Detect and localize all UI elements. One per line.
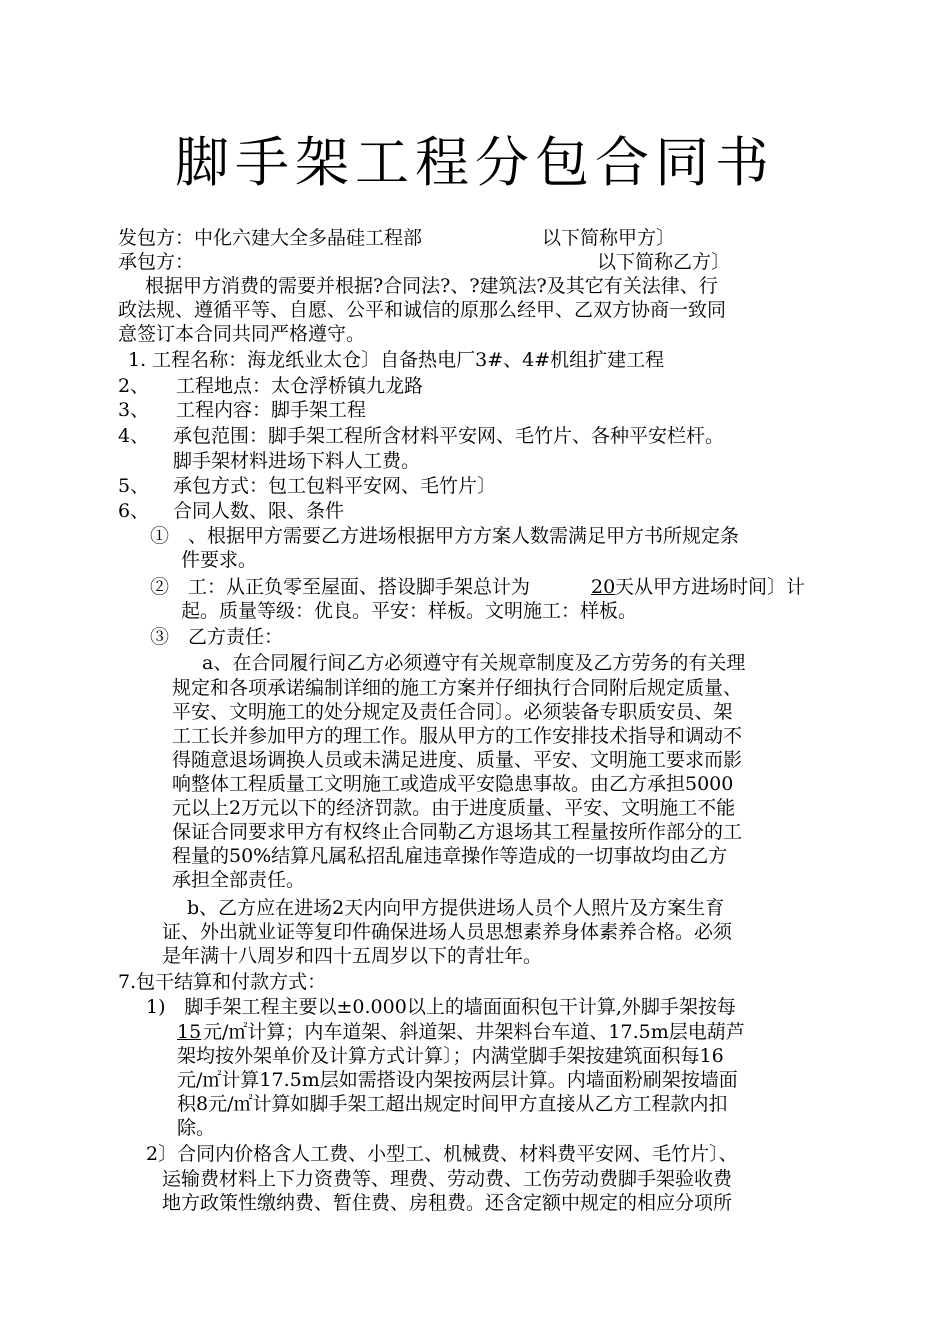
- text-line: 保证合同要求甲方有权终止合同勒乙方退场其工程量按所作部分的工: [172, 821, 743, 843]
- text-line: 合同人数、限、条件: [173, 500, 345, 522]
- text-line: 元/㎡计算；内车道架、斜道架、井架料台车道、17.5m层电葫芦: [203, 1021, 745, 1043]
- text-line: 2、: [118, 375, 150, 397]
- text-line: ② 工：从正负零至屋面、搭设脚手架总计为: [150, 576, 531, 598]
- text-line: 元以上2万元以下的经济罚款。由于进度质量、平安、文明施工不能: [172, 797, 736, 819]
- text-line: 以下简称乙方〕: [597, 251, 731, 273]
- text-line: 5、: [118, 475, 150, 497]
- text-line: 件要求。: [181, 549, 258, 571]
- text-line: 证、外出就业证等复印件确保进场人员思想素养身体素养合格。必须: [162, 921, 733, 943]
- text-line: 是年满十八周岁和四十五周岁以下的青壮年。: [162, 945, 543, 967]
- text-line: 工工长并参加甲方的理工作。服从甲方的工作安排技术指导和调动不: [172, 725, 743, 747]
- document-title: 脚手架工程分包合同书: [175, 131, 775, 194]
- text-line: 运输费材料上下力资费等、理费、劳动费、工伤劳动费脚手架验收费: [162, 1168, 733, 1190]
- text-line: 根据甲方消费的需要并根据?合同法?、?建筑法?及其它有关法律、行: [145, 275, 718, 297]
- text-line: ③ 乙方责任：: [150, 626, 284, 648]
- text-line: 1) 脚手架工程主要以±0.000以上的墙面面积包干计算,外脚手架按每: [146, 996, 736, 1018]
- text-line: 意签订本合同共同严格遵守。: [118, 323, 366, 345]
- text-line: 承包方式：包工包料平安网、毛竹片〕: [173, 475, 497, 497]
- text-line: 20: [591, 576, 616, 598]
- text-line: 4、: [118, 425, 150, 447]
- text-line: 起。质量等级：优良。平安：样板。文明施工：样板。: [181, 600, 638, 622]
- text-line: 规定和各项承诺编制详细的施工方案并仔细执行合同附后规定质量、: [172, 677, 743, 699]
- text-line: 脚手架材料进场下料人工费。: [173, 450, 421, 472]
- text-line: 架均按外架单价及计算方式计算〕；内满堂脚手架按建筑面积每16: [177, 1045, 724, 1067]
- text-line: 积8元/㎡计算如脚手架工超出规定时间甲方直接从乙方工程款内扣: [177, 1093, 728, 1115]
- text-line: 天从甲方进场时间〕计: [615, 576, 806, 598]
- text-line: 6、: [118, 500, 150, 522]
- text-line: 政法规、遵循平等、自愿、公平和诚信的原那么经甲、乙双方协商一致同: [118, 299, 727, 321]
- text-line: 除。: [177, 1117, 216, 1139]
- text-line: 响整体工程质量工文明施工或造成平安隐患事故。由乙方承担5000: [172, 773, 734, 795]
- text-line: 2〕合同内价格含人工费、小型工、机械费、材料费平安网、毛竹片〕、: [146, 1143, 738, 1165]
- text-line: 7.包干结算和付款方式：: [118, 971, 327, 993]
- text-line: a、在合同履行间乙方必须遵守有关规章制度及乙方劳务的有关理: [202, 652, 746, 674]
- text-line: 工程内容：脚手架工程: [176, 399, 367, 421]
- text-line: 3、: [118, 399, 150, 421]
- text-line: 发包方：中化六建大全多晶硅工程部: [118, 227, 423, 249]
- text-line: 地方政策性缴纳费、暂住费、房租费。还含定额中规定的相应分项所: [162, 1192, 733, 1214]
- text-line: 工程地点：太仓浮桥镇九龙路: [176, 375, 424, 397]
- text-line: 平安、文明施工的处分规定及责任合同〕。必须装备专职质安员、架: [172, 701, 733, 723]
- text-line: 得随意退场调换人员或未满足进度、质量、平安、文明施工要求而影: [172, 749, 743, 771]
- text-line: 承包方：: [118, 251, 195, 273]
- text-line: 承担全部责任。: [172, 869, 306, 891]
- text-line: 元/㎡计算17.5m层如需搭设内架按两层计算。内墙面粉刷架按墙面: [177, 1069, 738, 1091]
- text-line: ① 、根据甲方需要乙方进场根据甲方方案人数需满足甲方书所规定条: [150, 525, 740, 547]
- text-line: 程量的50%结算凡属私招乱雇违章操作等造成的一切事故均由乙方: [172, 845, 728, 867]
- text-line: 以下简称甲方〕: [542, 227, 676, 249]
- text-line: 承包范围：脚手架工程所含材料平安网、毛竹片、各种平安栏杆。: [173, 425, 725, 447]
- text-line: b、乙方应在进场2天内向甲方提供进场人员个人照片及方案生育: [187, 897, 725, 919]
- text-line: 1. 工程名称：海龙纸业太仓〕自备热电厂3#、4#机组扩建工程: [128, 349, 665, 371]
- text-line: 15: [177, 1021, 202, 1043]
